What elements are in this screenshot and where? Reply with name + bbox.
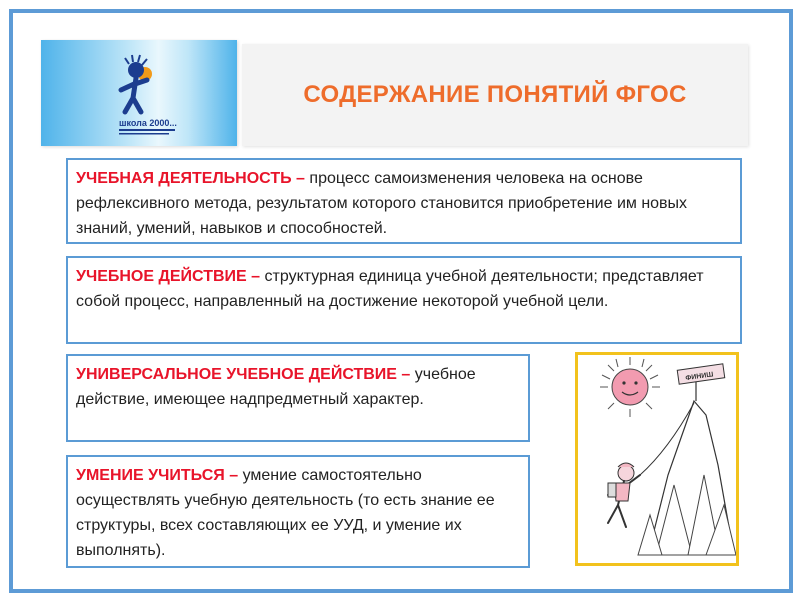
definition-text: структурная единица учебной деятельности; представляет собой процесс, направленный на достижение некоторой учебной цели. [76, 268, 704, 310]
page-title: СОДЕРЖАНИЕ ПОНЯТИЙ ФГОС [303, 81, 687, 108]
running-child-icon [41, 40, 237, 146]
definition-term: УЧЕБНОЕ ДЕЙСТВИЕ [76, 268, 247, 285]
definition-card-universal-learning-action [66, 354, 530, 442]
definition-text: умение самостоятельно осуществлять учебную деятельность (то есть знание ее структуры, всех составляющих ее УУД, и умение их выполнять). [76, 467, 495, 559]
definition-dash: – [296, 170, 305, 187]
definition-dash: – [251, 268, 261, 285]
definition-dash: – [229, 467, 239, 484]
definition-card-ability-to-learn [66, 455, 530, 568]
definition-text: учебное действие, имеющее надпредметный характер. [76, 366, 476, 408]
illustration-frame [575, 352, 739, 566]
definition-dash: – [401, 366, 411, 383]
definition-term: УЧЕБНАЯ ДЕЯТЕЛЬНОСТЬ [76, 170, 292, 187]
logo-wordmark: школа 2000... [119, 118, 177, 128]
finish-flag-label: ФИНИШ [685, 371, 714, 383]
definition-card-learning-action [66, 256, 742, 344]
definition-card-learning-activity [66, 158, 742, 244]
title-banner [242, 44, 748, 146]
climber-sun-mountain-icon [578, 355, 736, 563]
school-2000-logo [41, 40, 237, 146]
definition-term: УМЕНИЕ УЧИТЬСЯ [76, 467, 225, 484]
definition-text: процесс самоизменения человека на основе рефлексивного метода, результатом которого становится приобретение им новых знаний, умений, навыков и способностей. [76, 170, 688, 237]
definition-term: УНИВЕРСАЛЬНОЕ УЧЕБНОЕ ДЕЙСТВИЕ [76, 366, 397, 383]
